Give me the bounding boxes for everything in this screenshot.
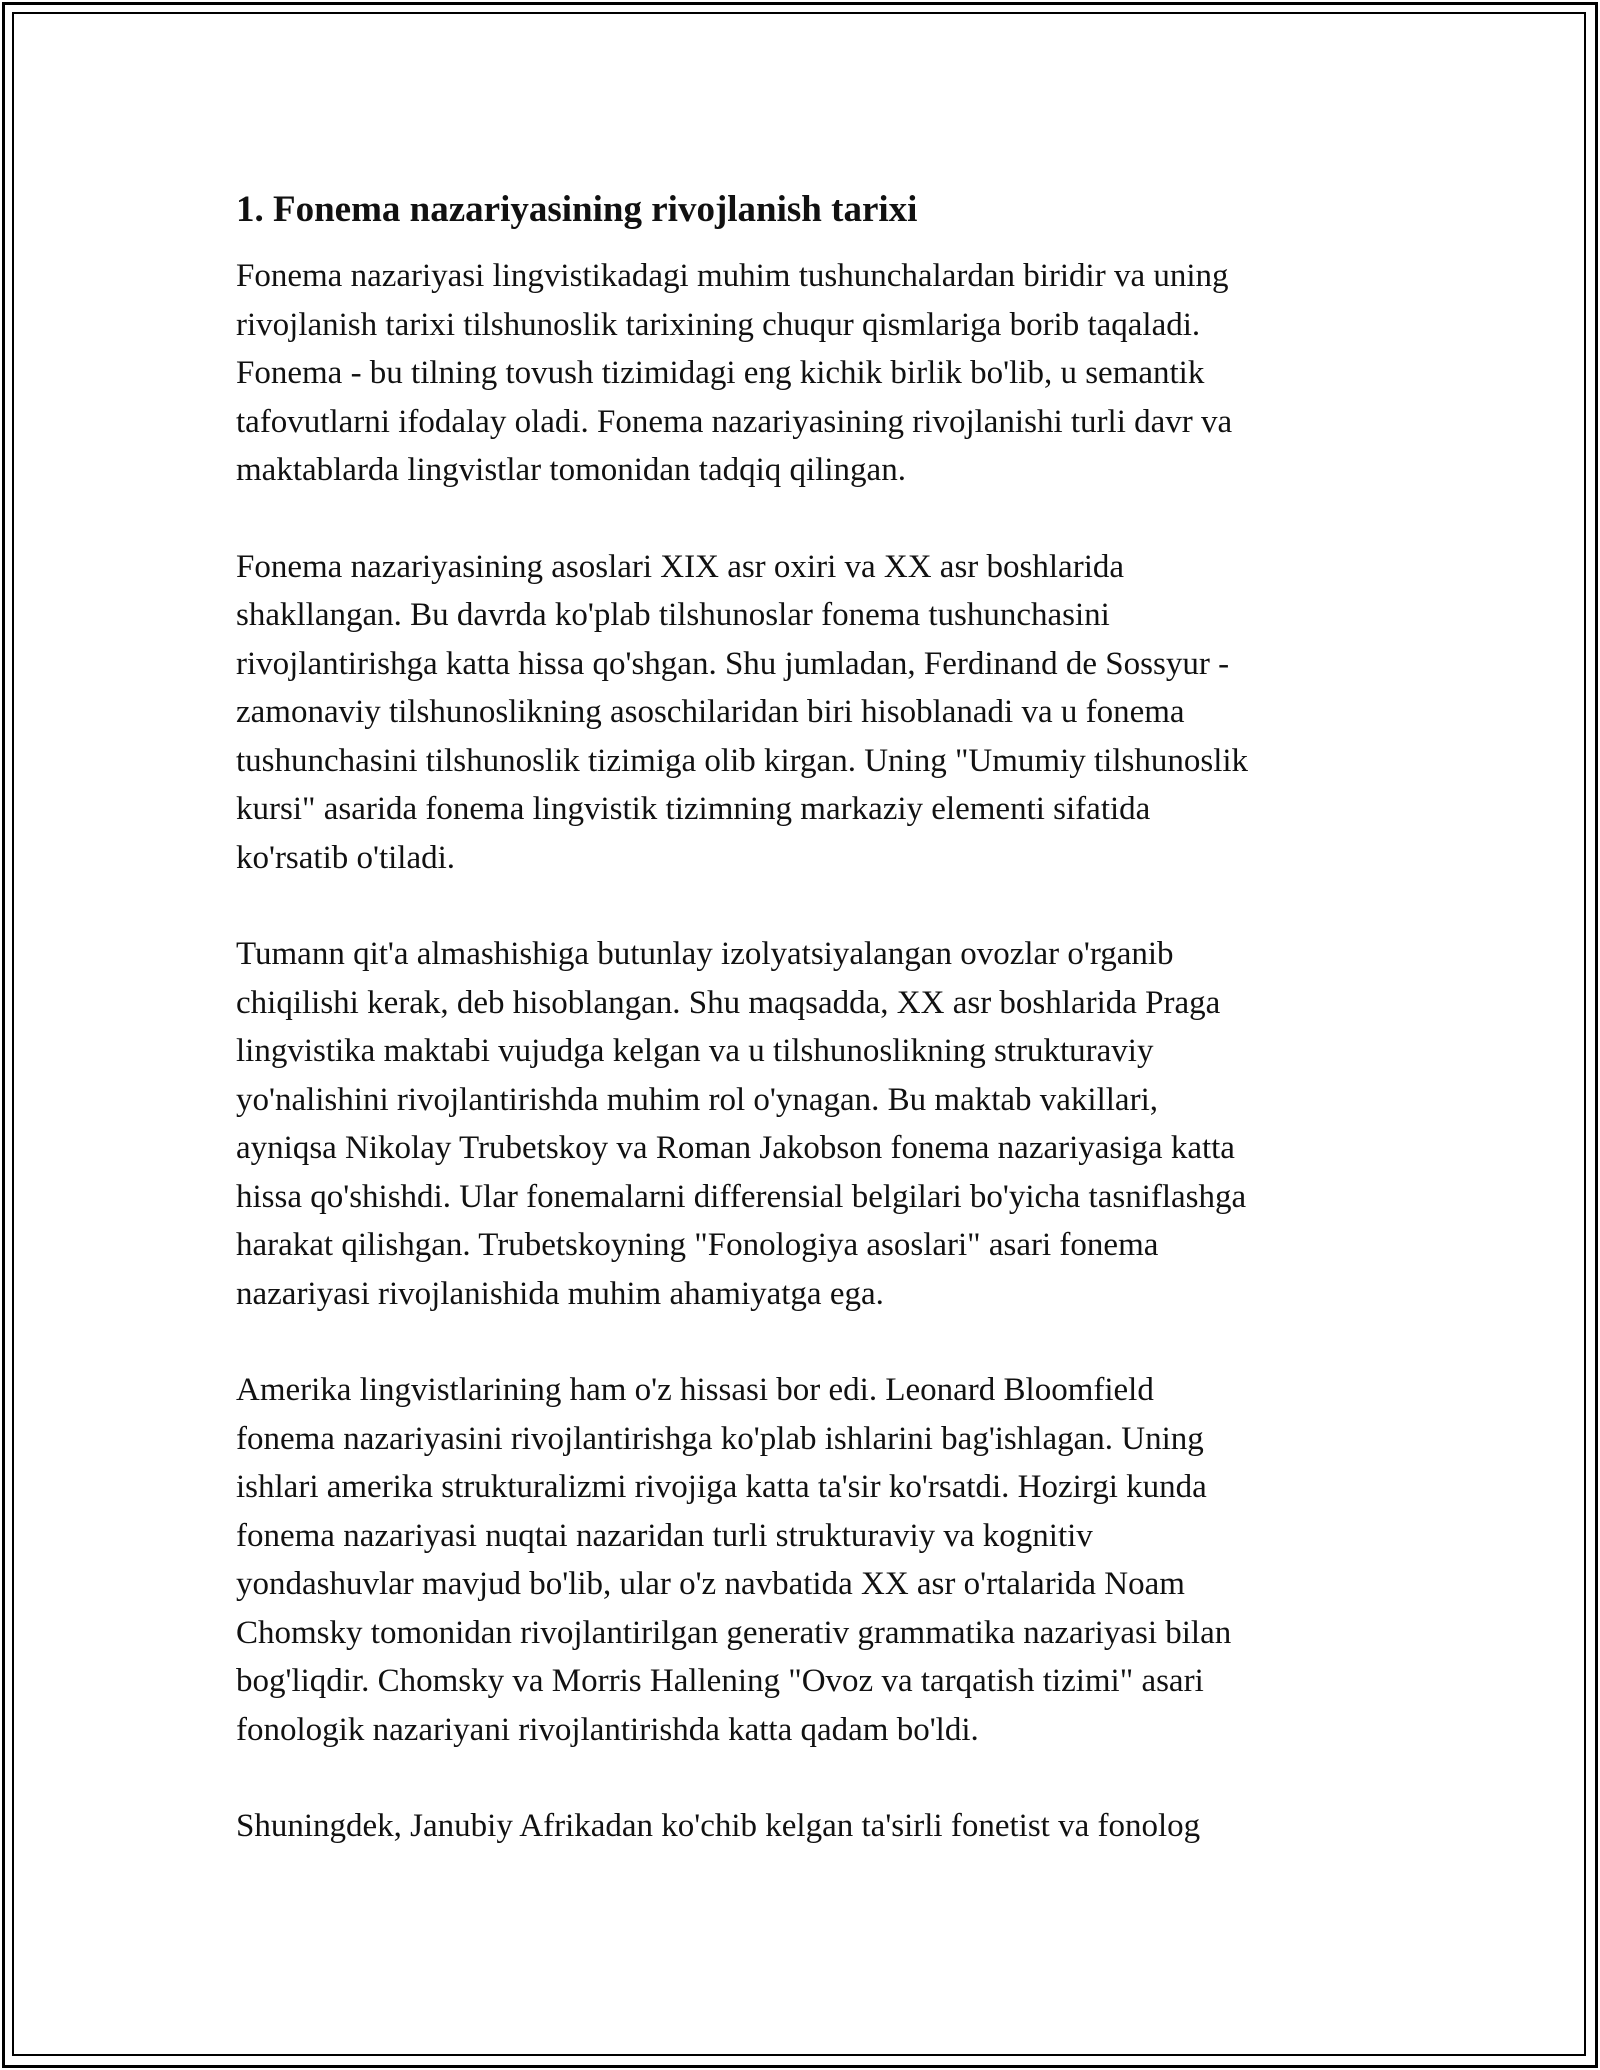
- paragraph-5: Shuningdek, Janubiy Afrikadan ko'chib kelgan ta'sirli fonetist va fonolog: [236, 1808, 1201, 1844]
- section-heading: 1. Fonema nazariyasining rivojlanish tarixi: [236, 189, 918, 230]
- paragraph-2: Fonema nazariyasining asoslari XIX asr oxiri va XX asr boshlarida shakllangan. Bu davrda ko'plab tilshunoslar fonema tushunchasini rivojlantirishga katta hissa qo'shgan. Shu jumladan, Ferdinand de Sossyur - zamonaviy tilshunoslikning asoschilaridan biri hisoblanadi va u fonema tushunchasini tilshunoslik tizimiga olib kirgan. Uning "Umumiy tilshunoslik kursi" asarida fonema lingvistik tizimning markaziy elementi sifatida ko'rsatib o'tiladi.: [236, 548, 1249, 876]
- document-body: [236, 186, 1386, 1899]
- paragraph-1: Fonema nazariyasi lingvistikadagi muhim tushunchalardan biridir va uning rivojlanish tarixi tilshunoslik tarixining chuqur qismlariga borib taqaladi. Fonema - bu tilning tovush tizimidagi eng kichik birlik bo'lib, u semantik tafovutlarni ifodalay oladi. Fonema nazariyasining rivojlanishi turli davr va maktablarda lingvistlar tomonidan tadqiq qilingan.: [236, 258, 1233, 488]
- paragraph-4: Amerika lingvistlarining ham o'z hissasi bor edi. Leonard Bloomfield fonema nazariyasini rivojlantirishga ko'plab ishlarini bag'ishlagan. Uning ishlari amerika strukturalizmi rivojiga katta ta'sir ko'rsatdi. Hozirgi kunda fonema nazariyasi nuqtai nazaridan turli strukturaviy va kognitiv yondashuvlar mavjud bo'lib, ular o'z navbatida XX asr o'rtalarida Noam Chomsky tomonidan rivojlantirilgan generativ grammatika nazariyasi bilan bog'liqdir. Chomsky va Morris Hallening "Ovoz va tarqatish tizimi" asari fonologik nazariyani rivojlantirishda katta qadam bo'ldi.: [236, 1372, 1232, 1748]
- paragraph-3: Tumann qit'a almashishiga butunlay izolyatsiyalangan ovozlar o'rganib chiqilishi kerak, deb hisoblangan. Shu maqsadda, XX asr boshlarida Praga lingvistika maktabi vujudga kelgan va u tilshunoslikning strukturaviy yo'nalishini rivojlantirishda muhim rol o'ynagan. Bu maktab vakillari, ayniqsa Nikolay Trubetskoy va Roman Jakobson fonema nazariyasiga katta hissa qo'shishdi. Ular fonemalarni differensial belgilari bo'yicha tasniflashga harakat qilishgan. Trubetskoyning "Fonologiya asoslari" asari fonema nazariyasi rivojlanishida muhim ahamiyatga ega.: [236, 936, 1247, 1312]
